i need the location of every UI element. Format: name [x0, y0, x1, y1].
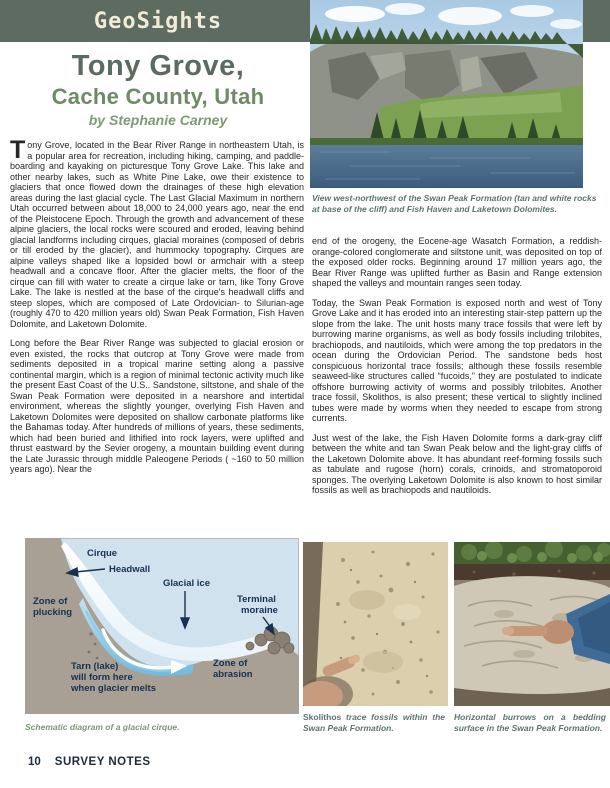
diagram-label-cirque: Cirque: [87, 548, 118, 559]
drop-cap: T: [10, 136, 26, 164]
paragraph: Long before the Bear River Range was subjected to glacial erosion or even existed, the rocks that outcrop at Tony Grove were made from sediments deposited in a tropical marine setting along a passive continental margin, which is a region of minimal tectonic activity much like the present East Coast of the U.S.. Sandstone, siltstone, and shale of the Swan Peak Formation were deposited in a nearshore and intertidal environment, whereas the slightly younger, overlying Fish Haven and Laketown Dolomites were deposited on shallow carbonate platforms like the Bahamas today. After hundreds of millions of years, these sediments, which had been buried and lithified into rock layers, were uplifted and thrust eastward by the Sevier orogeny, a mountain building event during the Late Jurassic through middle Paleogene Periods ( ~160 to 50 million years ago). Near the: [10, 338, 304, 475]
glacial-cirque-diagram: [25, 538, 299, 714]
svg-text:will form here: will form here: [71, 672, 133, 683]
diagram-label-terminal-moraine: Terminal: [237, 594, 276, 605]
diagram-caption: Schematic diagram of a glacial cirque.: [25, 722, 180, 732]
page-number: 10: [28, 756, 41, 768]
svg-text:plucking: plucking: [33, 607, 73, 618]
article-byline: by Stephanie Carney: [88, 112, 228, 128]
paragraph: end of the orogeny, the Eocene-age Wasatch Formation, a reddish-orange-colored conglomerate and siltstone unit, was deposited on top of the exposed older rocks. Beginning around 17 million years ago, the Bear River Range was uplifted further as Basin and Range extension shaped the valleys and mountain ranges seen today.: [312, 236, 602, 289]
body-right-column: [312, 236, 602, 505]
diagram-label-headwall: Headwall: [109, 564, 151, 575]
diagram-label-glacial-ice: Glacial ice: [163, 578, 211, 589]
top-photo-caption: View west-northwest of the Swan Peak Formation (tan and white rocks at base of the cliff) and Fish Haven and Laketown Dolomites.: [312, 193, 597, 214]
burrows-photo-caption: Horizontal burrows on a bedding surface in the Swan Peak Formation.: [454, 712, 606, 733]
glacial-cirque-diagram-art: [25, 538, 299, 714]
article-title: Tony Grove,: [71, 50, 245, 82]
svg-text:when glacier melts: when glacier melts: [71, 683, 157, 694]
svg-text:abrasion: abrasion: [213, 669, 253, 680]
svg-text:moraine: moraine: [241, 605, 278, 616]
body-left-column: [10, 136, 304, 484]
horizontal-burrows-photo: [454, 542, 610, 706]
diagram-label-zone-of-abrasion: Zone of: [213, 658, 248, 669]
publication-name: SURVEY NOTES: [54, 756, 151, 768]
magazine-section-title: GeoSights: [93, 8, 223, 34]
paragraph: Tony Grove, located in the Bear River Range in northeastern Utah, is a popular area for recreation, including hiking, camping, and paddle-boarding and kayaking on picturesque Tony Grove Lake. This lake and other nearby lakes, such as White Pine Lake, owe their existence to glaciers that once flowed down the drainages of these high elevation areas during the last glacial cycle. The Last Glacial Maximum in northern Utah occurred between about 18,000 to 24,000 years ago, near the end of the Pleistocene Epoch. Through the growth and advancement of these alpine glaciers, the local rocks were scoured and eroded, leaving behind glacial landforms including cirques, glacial moraines (composed of debris or till eroded by the glacier), and hummocky topography. Cirques are alpine valleys shaped like a lopsided bowl or armchair with a steep headwall and a concave floor. After the glacier melts, the floor of the cirque can fill with water to create a cirque lake or tarn, like Tony Grove Lake. The lake is nestled at the base of the cirque's headwall cliffs and steep slopes, which are composed of Late Ordovician- to Silurian-age (roughly 470 to 420 million years old) Swan Peak Formation, Fish Haven Dolomite, and Laketown Dolomite.: [10, 136, 304, 329]
diagram-label-zone-of-plucking: Zone of: [33, 596, 68, 607]
skolithos-photo-caption: Skolithos trace fossils within the Swan Peak Formation.: [303, 712, 445, 733]
burrows-photo-art: [454, 542, 610, 706]
skolithos-fossil-photo: [303, 542, 448, 706]
skolithos-photo-art: [303, 542, 448, 706]
lake-cliff-photo: [310, 0, 583, 188]
paragraph: Today, the Swan Peak Formation is exposed north and west of Tony Grove Lake and it has eroded into an interesting stair-step pattern up the slope from the lake. The unit hosts many trace fossils that were left by burrowing marine organisms, as well as body fossils including trilobites, brachiopods, and nautiloids, which were among the top predators in the ocean during the Ordovician Period. The sandstone beds host conspicuous horizontal trace fossils; although these fossils resemble seaweed-like structures called “fucoids,” they are postulated to indicate offshore burrowing activity of worms and possibly trilobites. Another trace fossil, Skolithos, is also present; these vertical to slightly inclined tubes were made by worms when they needed to escape from strong currents.: [312, 297, 602, 424]
paragraph: Just west of the lake, the Fish Haven Dolomite forms a dark-gray cliff between the white and tan Swan Peak below and the light-gray cliffs of the Laketown Dolomite above. It has abundant reef-forming fossils such as tabulate and rugose (horn) corals, crinoids, and stromatoporoid sponges. The overlying Laketown Dolomite is also known to host similar fossils as well as brachiopods and nautiloids.: [312, 432, 602, 496]
lake-cliff-photo-art: [310, 0, 583, 188]
article-subtitle: Cache County, Utah: [51, 84, 265, 109]
diagram-label-tarn: Tarn (lake): [71, 661, 119, 672]
page-footer: [28, 756, 150, 768]
